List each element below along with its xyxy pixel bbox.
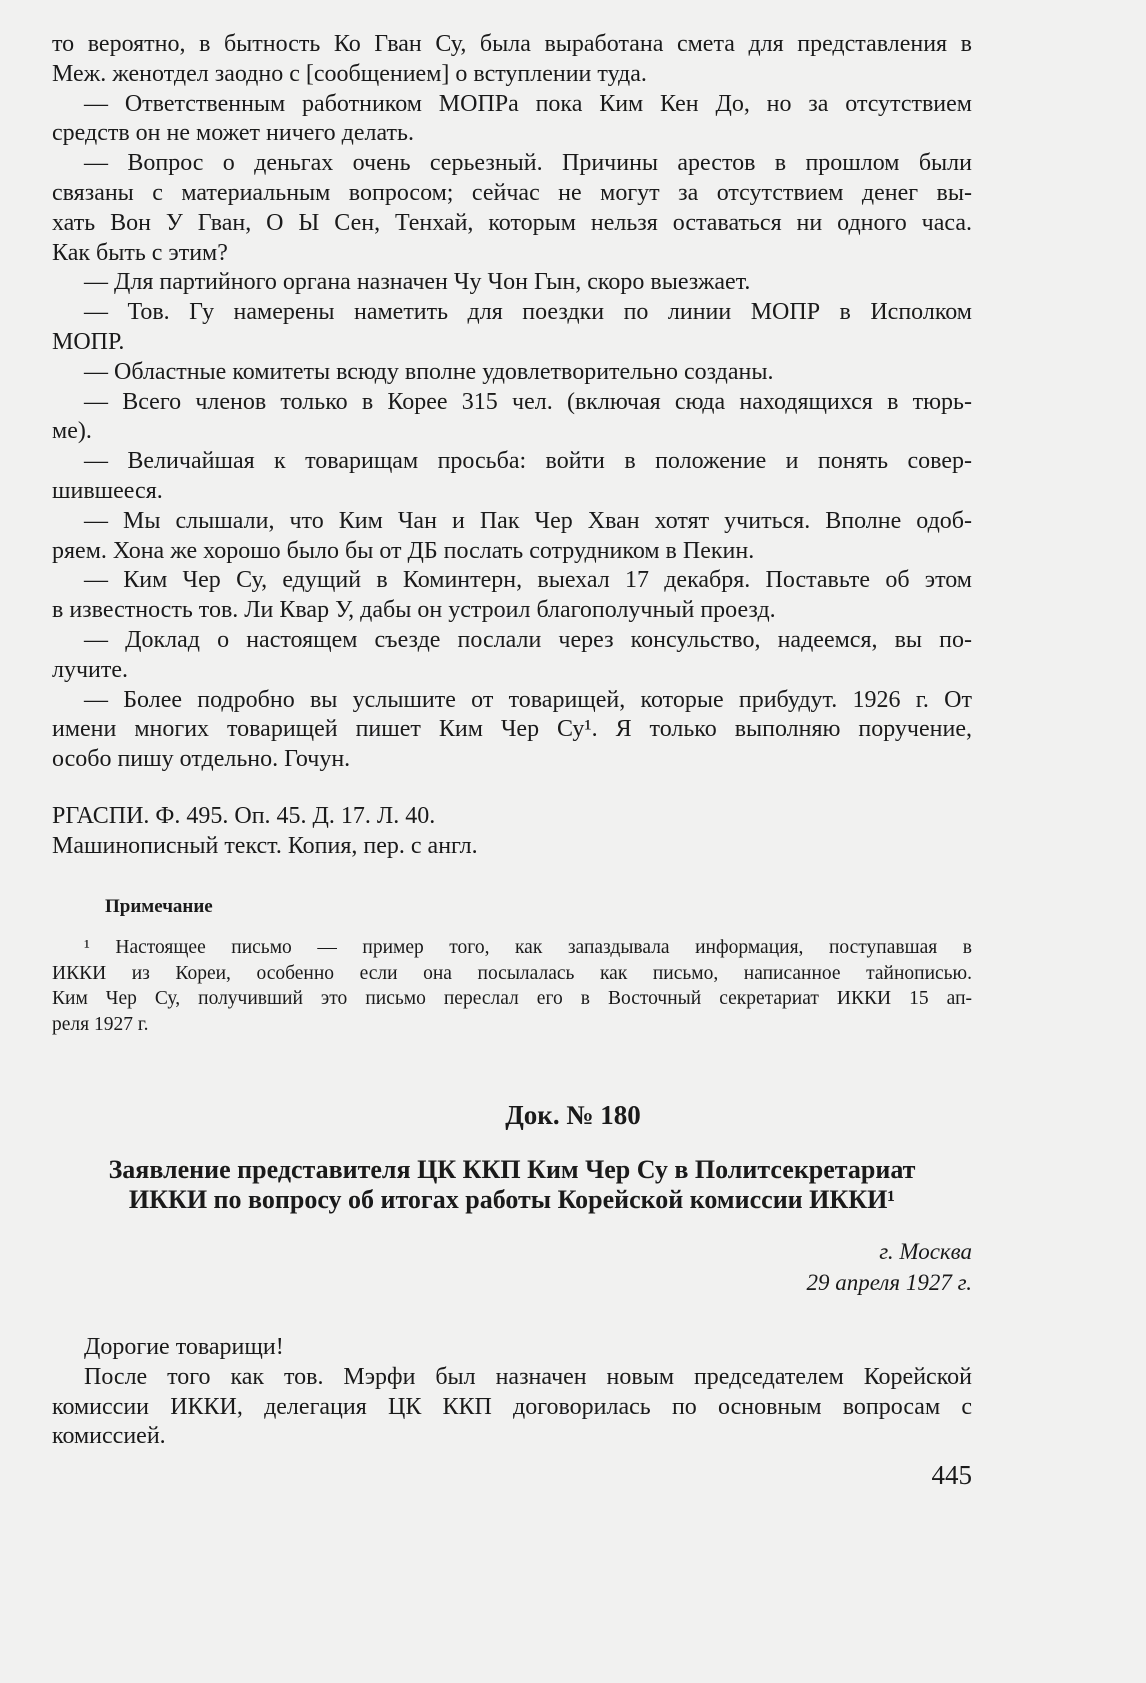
text-line: комиссии ИККИ, делегация ЦК ККП договорилась по основным вопросам с — [52, 1393, 972, 1420]
note-heading: Примечание — [105, 896, 213, 917]
text-line: — Величайшая к товарищам просьба: войти в положение и понять совер- — [84, 448, 972, 475]
text-line: Меж. женотдел заодно с [сообщением] о вступлении туда. — [52, 60, 647, 87]
text-line: — Мы слышали, что Ким Чан и Пак Чер Хван хотят учиться. Вполне одоб- — [84, 507, 972, 534]
text-line: лучите. — [52, 656, 129, 683]
paragraph — [52, 268, 972, 298]
text-line: особо пишу отдельно. Гочун. — [52, 746, 351, 773]
text-line: хать Вон У Гван, О Ы Сен, Тенхай, которым нельзя оставаться ни одного часа. — [52, 209, 972, 236]
page-number: 445 — [931, 1460, 972, 1490]
paragraph — [52, 1333, 972, 1363]
text-line: После того как тов. Мэрфи был назначен новым председателем Корейской — [84, 1363, 972, 1390]
text-line: связаны с материальным вопросом; сейчас не могут за отсутствием денег вы- — [52, 179, 972, 206]
paragraph — [52, 90, 972, 150]
date: 29 апреля 1927 г. — [806, 1270, 972, 1295]
paragraph — [52, 566, 972, 626]
letter-text — [52, 1333, 972, 1452]
document-title-line: ИККИ по вопросу об итогах работы Корейской комиссии ИККИ¹ — [128, 1185, 896, 1214]
text-line: — Более подробно вы услышите от товарищей, которые прибудут. 1926 г. От — [84, 686, 972, 713]
text-line: — Всего членов только в Корее 315 чел. (включая сюда находящихся в тюрь- — [84, 388, 972, 415]
text-line: Как быть с этим? — [52, 239, 228, 266]
text-line: ме). — [52, 418, 92, 445]
place: г. Москва — [879, 1239, 972, 1264]
text-line: имени многих товарищей пишет Ким Чер Су¹. Я только выполняю поручение, — [52, 716, 972, 743]
paragraph — [52, 388, 972, 448]
paragraph — [52, 626, 972, 686]
text-line: средств он не может ничего делать. — [52, 120, 414, 147]
paragraph — [52, 149, 972, 268]
text-line: — Областные комитеты всюду вполне удовлетворительно созданы. — [84, 358, 774, 385]
text-line: шившееся. — [52, 477, 163, 504]
text-line: ряем. Хона же хорошо было бы от ДБ послать сотрудником в Пекин. — [52, 537, 755, 564]
text-line: — Доклад о настоящем съезде послали через консульство, надеемся, вы по- — [84, 626, 972, 653]
body-text — [52, 30, 972, 775]
paragraph — [52, 1363, 972, 1452]
text-line: ИККИ из Кореи, особенно если она посылалась как письмо, написанное тайнописью. — [52, 962, 972, 984]
paragraph — [52, 447, 972, 507]
document-title — [52, 1155, 972, 1215]
text-line: — Ким Чер Су, едущий в Коминтерн, выехал 17 декабря. Поставьте об этом — [84, 567, 972, 594]
text-line: — Ответственным работником МОПРа пока Ким Кен До, но за отсутствием — [84, 90, 972, 117]
text-line: Машинописный текст. Копия, пер. с англ. — [52, 832, 478, 859]
text-line: реля 1927 г. — [52, 1014, 149, 1036]
text-line: РГАСПИ. Ф. 495. Оп. 45. Д. 17. Л. 40. — [52, 803, 436, 829]
footnote — [52, 935, 972, 1038]
paragraph — [52, 358, 972, 388]
text-line: МОПР. — [52, 328, 125, 355]
text-line: — Тов. Гу намерены наметить для поездки по линии МОПР в Исполком — [84, 299, 972, 326]
archive-source — [52, 802, 972, 862]
text-line: ¹ Настоящее письмо — пример того, как запаздывала информация, поступавшая в — [84, 937, 972, 958]
document-number: Док. № 180 — [505, 1100, 641, 1130]
text-line: комиссией. — [52, 1423, 166, 1450]
text-line: Ким Чер Су, получивший это письмо переслал его в Восточный секретариат ИККИ 15 ап- — [52, 988, 972, 1010]
text-line: Дорогие товарищи! — [84, 1334, 284, 1360]
text-line: — Для партийного органа назначен Чу Чон Гын, скоро выезжает. — [84, 269, 751, 296]
paragraph — [52, 686, 972, 775]
place-date — [806, 1236, 972, 1298]
document-title-line: Заявление представителя ЦК ККП Ким Чер Су в Политсекретариат — [108, 1155, 916, 1184]
paragraph — [52, 507, 972, 567]
paragraph — [52, 30, 972, 90]
text-line: — Вопрос о деньгах очень серьезный. Причины арестов в прошлом были — [84, 150, 972, 177]
paragraph — [52, 298, 972, 358]
text-line: в известность тов. Ли Квар У, дабы он устроил благополучный проезд. — [52, 597, 776, 624]
text-line: то вероятно, в бытность Ко Гван Су, была выработана смета для представления в — [52, 31, 972, 57]
